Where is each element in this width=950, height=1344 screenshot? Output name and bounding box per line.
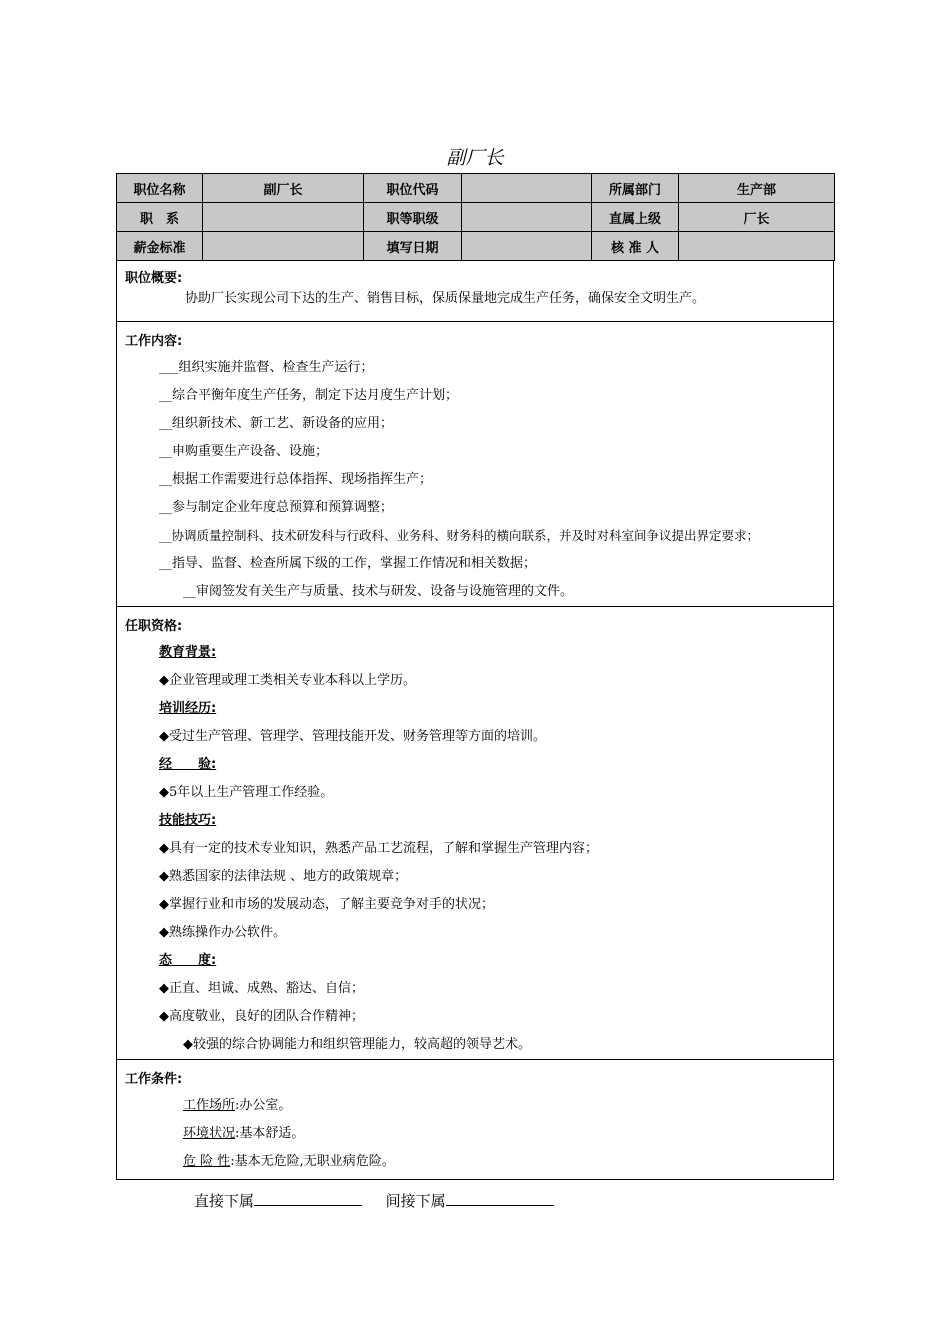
document-title: 副厂长 — [446, 147, 504, 169]
attitude-heading: 态 度: — [159, 953, 217, 968]
attitude-item: ◆高度敬业，良好的团队合作精神； — [159, 1009, 364, 1024]
value-approver — [679, 232, 835, 261]
experience-text: ◆5年以上生产管理工作经验。 — [159, 785, 334, 800]
skill-item: ◆熟悉国家的法律法规 、地方的政策规章； — [159, 869, 408, 884]
environment-value: :基本舒适。 — [235, 1126, 305, 1141]
label-grade: 职等职级 — [364, 203, 462, 232]
work-item: __综合平衡年度生产任务，制定下达月度生产计划； — [159, 388, 459, 403]
value-job-family — [203, 203, 364, 232]
environment-label: 环境状况 — [183, 1126, 236, 1141]
work-item: __指导、监督、检查所属下级的工作，掌握工作情况和相关数据； — [159, 556, 537, 571]
label-supervisor: 直属上级 — [592, 203, 679, 232]
indirect-subordinates-blank — [446, 1191, 554, 1206]
value-supervisor: 厂长 — [679, 203, 835, 232]
attitude-item: ◆正直、坦诚、成熟、豁达、自信； — [159, 981, 364, 996]
section-qualifications — [116, 607, 834, 1060]
work-title: 工作内容: — [125, 334, 183, 349]
work-item: __根据工作需要进行总体指挥、现场指挥生产； — [159, 472, 433, 487]
workplace-label: 工作场所 — [183, 1098, 236, 1113]
section-work-conditions — [116, 1060, 834, 1180]
section-overview — [116, 261, 834, 322]
value-position-code — [462, 174, 592, 203]
header-table — [116, 173, 835, 261]
workplace-value: :办公室。 — [235, 1098, 292, 1113]
skill-item: ◆掌握行业和市场的发展动态，了解主要竞争对手的状况； — [159, 897, 494, 912]
direct-subordinates-blank — [254, 1191, 362, 1206]
work-item: __组织新技术、新工艺、新设备的应用； — [159, 416, 394, 431]
label-position-name: 职位名称 — [117, 174, 203, 203]
section-work-content — [116, 322, 834, 607]
value-position-name: 副厂长 — [203, 174, 364, 203]
header-row — [117, 174, 835, 203]
skill-item: ◆具有一定的技术专业知识，熟悉产品工艺流程，了解和掌握生产管理内容； — [159, 841, 598, 856]
label-job-family: 职 系 — [117, 203, 203, 232]
overview-title: 职位概要: — [125, 271, 183, 286]
label-fill-date: 填写日期 — [364, 232, 462, 261]
header-row — [117, 232, 835, 261]
work-item: __协调质量控制科、技术研发科与行政科、业务科、财务科的横向联系，并及时对科室间争议提出界定要求； — [159, 528, 760, 543]
direct-subordinates-label: 直接下属 — [194, 1192, 255, 1210]
job-description-form — [116, 173, 834, 1180]
attitude-item: ◆较强的综合协调能力和组织管理能力，较高超的领导艺术。 — [183, 1037, 531, 1052]
label-department: 所属部门 — [592, 174, 679, 203]
experience-heading: 经 验: — [159, 757, 217, 772]
value-department: 生产部 — [679, 174, 835, 203]
condition-environment — [117, 1120, 833, 1148]
work-item: __审阅签发有关生产与质量、技术与研发、设备与设施管理的文件。 — [183, 584, 574, 599]
training-heading: 培训经历: — [159, 701, 217, 716]
risk-label: 危 险 性 — [183, 1154, 231, 1169]
value-salary — [203, 232, 364, 261]
subordinates-line — [194, 1190, 554, 1211]
condition-workplace — [117, 1092, 833, 1120]
label-approver: 核 准 人 — [592, 232, 679, 261]
condition-risk — [117, 1148, 833, 1176]
value-grade — [462, 203, 592, 232]
header-row — [117, 203, 835, 232]
label-salary: 薪金标准 — [117, 232, 203, 261]
conditions-title: 工作条件: — [125, 1072, 183, 1087]
training-text: ◆受过生产管理、管理学、管理技能开发、财务管理等方面的培训。 — [159, 729, 546, 744]
education-heading: 教育背景: — [159, 645, 217, 660]
work-item: __申购重要生产设备、设施； — [159, 444, 329, 459]
overview-text: 协助厂长实现公司下达的生产、销售目标，保质保量地完成生产任务，确保安全文明生产。 — [185, 291, 706, 306]
label-position-code: 职位代码 — [364, 174, 462, 203]
skills-heading: 技能技巧: — [159, 813, 217, 828]
qual-title: 任职资格: — [125, 619, 183, 634]
indirect-subordinates-label: 间接下属 — [385, 1192, 446, 1210]
work-item: ___组织实施并监督、检查生产运行； — [159, 360, 374, 375]
value-fill-date — [462, 232, 592, 261]
skill-item: ◆熟练操作办公软件。 — [159, 925, 286, 940]
work-item: __参与制定企业年度总预算和预算调整； — [159, 500, 394, 515]
risk-value: :基本无危险,无职业病危险。 — [230, 1154, 395, 1169]
education-text: ◆企业管理或理工类相关专业本科以上学历。 — [159, 673, 416, 688]
